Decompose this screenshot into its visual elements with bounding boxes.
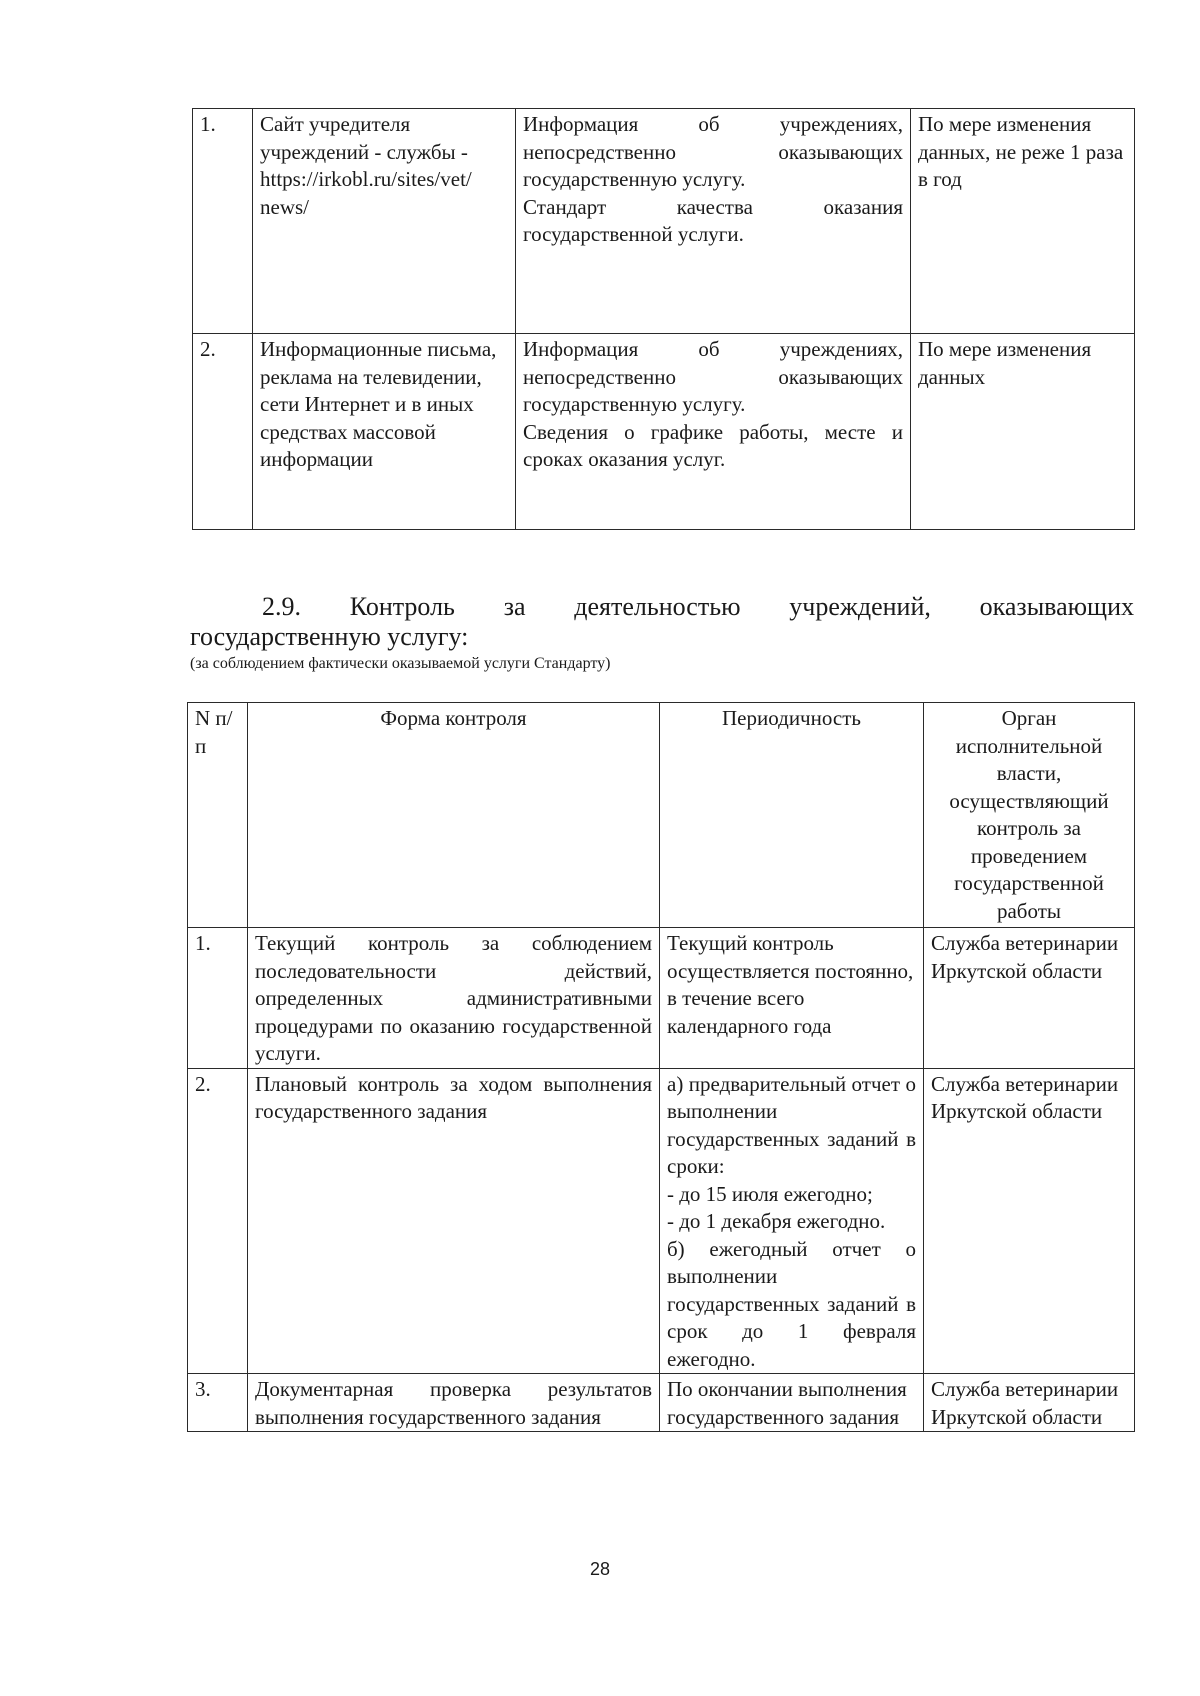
periodicity-cell: а) предварительный отчет о выполнении государственных заданий в сроки: - до 15 июля ежегодно; - до 1 декабря ежегодно. б) ежегодный отчет о выполнении государственных заданий в срок до 1 февраля ежегодно. — [660, 1068, 924, 1374]
control-form-cell: Плановый контроль за ходом выполнения государственного задания — [248, 1068, 660, 1374]
authority-cell: Служба ветеринарии Иркутской области — [924, 928, 1135, 1069]
table-row — [193, 109, 1135, 334]
periodicity-cell: Текущий контроль осуществляется постоянно, в течение всего календарного года — [660, 928, 924, 1069]
control-form-cell: Текущий контроль за соблюдением последовательности действий, определенных административными процедурами по оказанию государственной услуги. — [248, 928, 660, 1069]
row-number: 3. — [188, 1374, 248, 1432]
table-row — [188, 928, 1135, 1069]
authority-cell: Служба ветеринарии Иркутской области — [924, 1068, 1135, 1374]
periodicity-cell: По окончании выполнения государственного задания — [660, 1374, 924, 1432]
page-number: 28 — [589, 1559, 611, 1579]
row-number: 2. — [193, 334, 253, 530]
header-number: N п/п — [188, 703, 248, 928]
info-content-cell: Информация об учреждениях, непосредственно оказывающих государственную услугу. Сведения о графике работы, месте и сроках оказания услуг. — [516, 334, 911, 530]
authority-cell: Служба ветеринарии Иркутской области — [924, 1374, 1135, 1432]
section-heading-line2: государственную услугу: — [190, 622, 469, 651]
header-control-form: Форма контроля — [248, 703, 660, 928]
section-heading — [190, 592, 1134, 652]
info-method-cell: Сайт учредителя учреждений - службы - https://irkobl.ru/sites/vet/ news/ — [253, 109, 516, 334]
info-content-cell: Информация об учреждениях, непосредственно оказывающих государственную услугу. Стандарт качества оказания государственной услуги. — [516, 109, 911, 334]
row-number: 1. — [188, 928, 248, 1069]
control-form-cell: Документарная проверка результатов выполнения государственного задания — [248, 1374, 660, 1432]
table-row — [188, 1374, 1135, 1432]
header-authority: Орган исполнительной власти, осуществляющий контроль за проведением государственной работы — [924, 703, 1135, 928]
table-header-row — [188, 703, 1135, 928]
info-methods-table — [192, 108, 1135, 530]
update-frequency-cell: По мере изменения данных — [911, 334, 1135, 530]
update-frequency-cell: По мере изменения данных, не реже 1 раза в год — [911, 109, 1135, 334]
row-number: 2. — [188, 1068, 248, 1374]
info-method-cell: Информационные письма, реклама на телевидении, сети Интернет и в иных средствах массовой информации — [253, 334, 516, 530]
section-note: (за соблюдением фактически оказываемой услуги Стандарту) — [190, 655, 611, 672]
row-number: 1. — [193, 109, 253, 334]
control-table — [187, 702, 1135, 1432]
table-row — [193, 334, 1135, 530]
header-periodicity: Периодичность — [660, 703, 924, 928]
section-heading-line1: 2.9. Контроль за деятельностью учреждений, оказывающих — [262, 592, 1134, 621]
table-row — [188, 1068, 1135, 1374]
